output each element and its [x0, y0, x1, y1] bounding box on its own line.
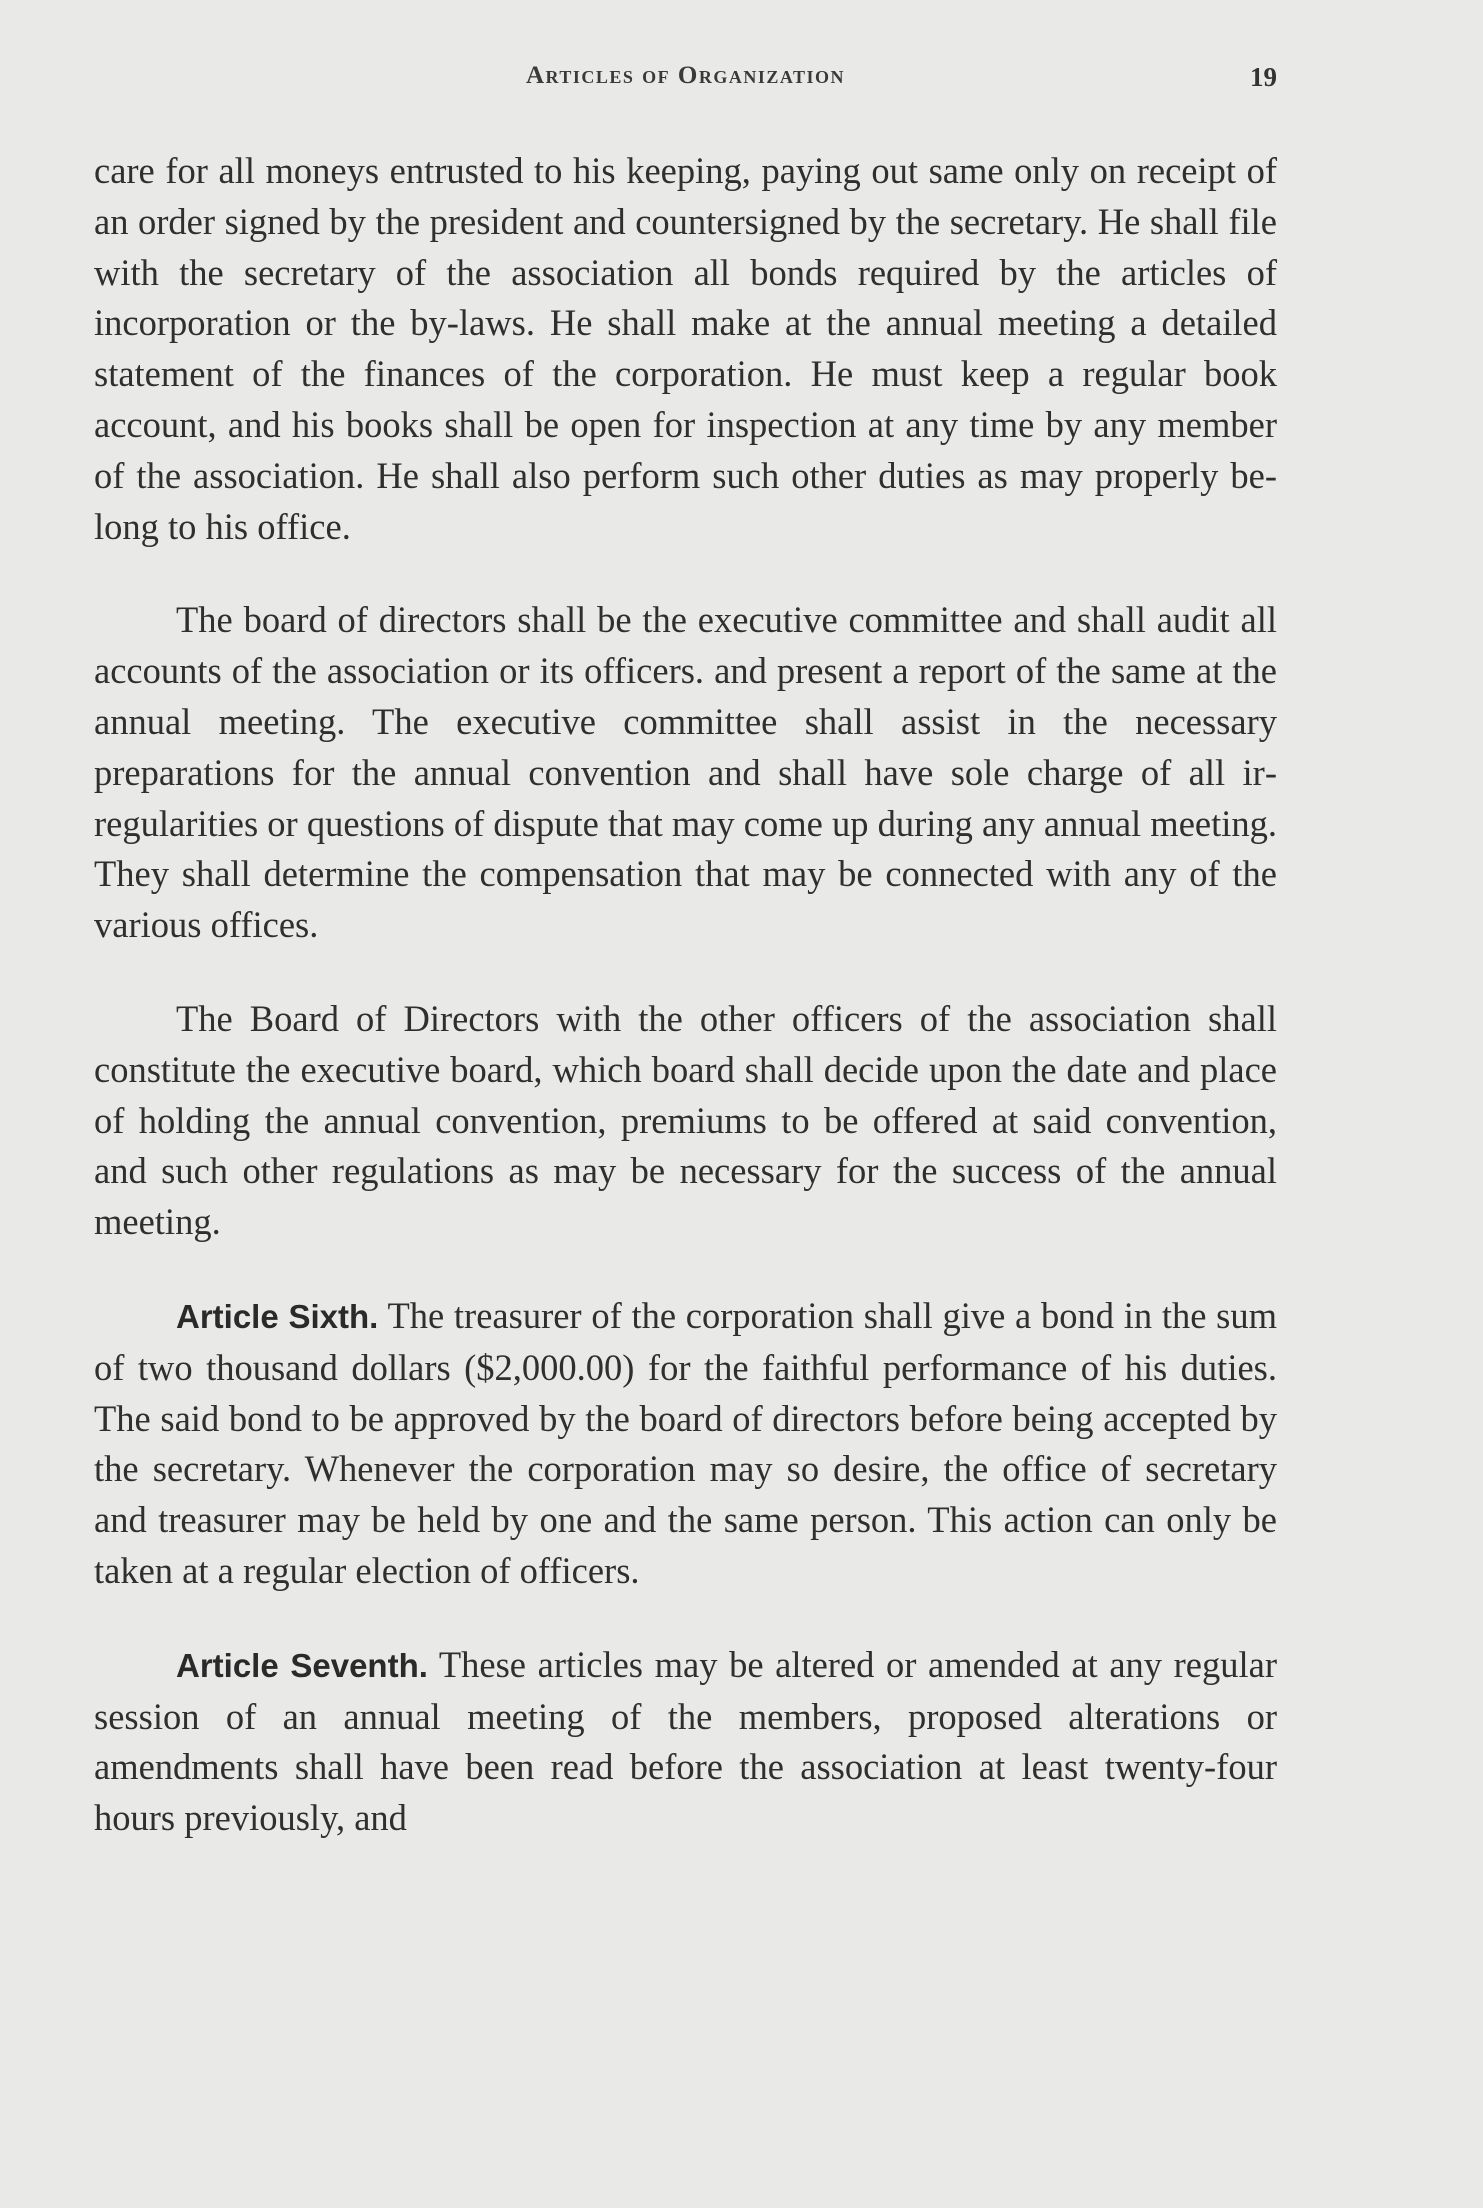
paragraph-text: The treasurer of the corporation shall give a bond in the sum of two thousand dollars ($2,000.00) for the faithful performance of his duties. The said bond to be approved by the board of directors before being accepted by the secretary. Whenever the corporation may so desire, the office of secretary and treasurer may be held by one and the same person. This action can only be taken at a regular election of officers. — [94, 1294, 1278, 1591]
paragraph-board-of-directors — [94, 595, 1277, 951]
running-header — [94, 62, 1277, 102]
running-title: Articles of Organization — [525, 62, 846, 89]
article-heading: Article Seventh. — [176, 1646, 428, 1684]
page-number: 19 — [1250, 62, 1277, 92]
paragraph-text: The board of directors shall be the executive committee and shall audit all accounts of the association or its officers. and present a report of the same at the annual meeting. The executive committee shall assist in the necessary preparations for the annual convention and shall have sole charge of all irregularities or questions of dispute that may come up during any annual meeting. They shall determine the compensation that may be connected with any of the various offices. — [94, 599, 1277, 946]
article-heading: Article Sixth. — [176, 1297, 379, 1335]
body-text — [94, 146, 1277, 1887]
paragraph-text: These articles may be altered or amended at any regular session of an annual meeting of the members, proposed alterations or amendments shall have been read before the association at least twenty-four hours previously, and — [94, 1643, 1277, 1839]
paragraph-article-sixth — [94, 1291, 1277, 1597]
paragraph-text: The Board of Directors with the other officers of the association shall constitute the executive board, which board shall decide upon the date and place of holding the annual convention, premiums to be offered at said convention, and such other regulations as may be necessary for the success of the annual meeting. — [94, 997, 1277, 1243]
paragraph-treasurer-duties — [94, 146, 1277, 552]
paragraph-article-seventh — [94, 1640, 1277, 1844]
paragraph-text: care for all moneys entrusted to his keeping, paying out same only on receipt of an order signed by the president and countersigned by the secretary. He shall file with the secretary of the association all bonds required by the articles of incorporation or the by-laws. He shall make at the annual meeting a detailed statement of the finances of the corporation. He must keep a regular book account, and his books shall be open for inspection at any time by any member of the association. He shall also perform such other duties as may properly belong to his office. — [94, 150, 1277, 547]
paragraph-executive-board — [94, 994, 1277, 1248]
